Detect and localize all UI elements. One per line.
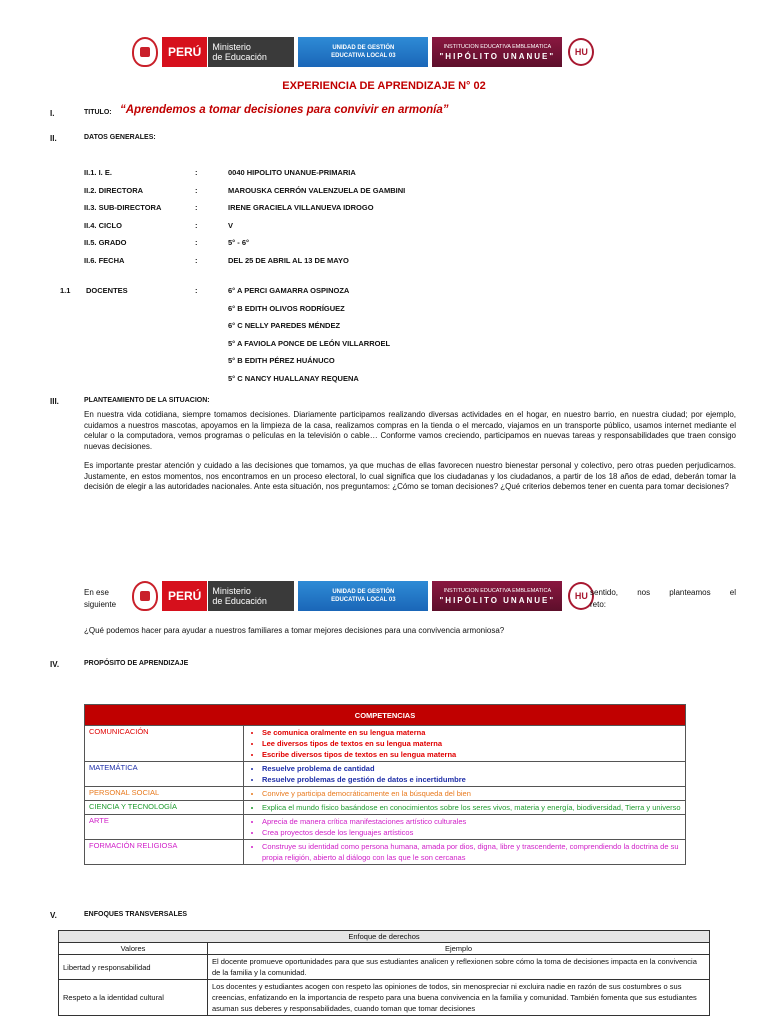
docente-item: 6° C NELLY PAREDES MÉNDEZ [228,321,341,330]
enfoque-row [59,980,710,1016]
competencia-items [244,801,686,815]
enfoque-valor: Libertad y responsabilidad [59,955,208,980]
ugel-label: UNIDAD DE GESTIÓN EDUCATIVA LOCAL 03 [298,37,428,67]
competencia-items [244,840,686,865]
enfoque-table [58,930,710,1016]
section-5-number: V. [50,911,57,920]
docentes-colon: : [195,286,198,295]
datos-key: II.3. SUB-DIRECTORA [84,203,162,212]
competencia-area: ARTE [85,815,244,840]
peru-label: PERÚ [162,37,207,67]
school-crest-icon: HU [568,38,594,66]
docente-item: 6° A PERCI GAMARRA OSPINOZA [228,286,350,295]
competencia-item: • Explica el mundo físico basándose en conocimientos sobre los seres vivos, materia y energía, biodiversidad, Tierra y universo [262,802,681,813]
ugel-label: UNIDAD DE GESTIÓN EDUCATIVA LOCAL 03 [298,581,428,611]
competencia-row [85,801,686,815]
page-title: EXPERIENCIA DE APRENDIZAJE N° 02 [282,80,486,92]
enfoque-ejemplo: Los docentes y estudiantes acogen con respeto las opiniones de todos, sin menospreciar ni excluira nadie en razón de sus costumbres o sus creencias, enfatizando en la importancia de respeto para una buena convivencia en la familia y comunidad. También fomenta que sus estudiantes asuman sus deberes y responsabilidades, cuando toman que tomar decisiones [208,980,710,1016]
docente-item: 5° B EDITH PÉREZ HUÁNUCO [228,356,335,365]
competencia-area: COMUNICACIÓN [85,726,244,762]
datos-value: DEL 25 DE ABRIL AL 13 DE MAYO [228,255,349,265]
competencia-row [85,762,686,787]
enfoque-row [59,955,710,980]
competencia-item: • Aprecia de manera crítica manifestaciones artístico culturales [262,816,681,827]
competencia-area: MATEMÁTICA [85,762,244,787]
section-3-number: III. [50,397,59,406]
section-5-label: ENFOQUES TRANSVERSALES [84,911,188,918]
docente-item: 5° C NANCY HUALLANAY REQUENA [228,373,359,383]
competencia-area: FORMACIÓN RELIGIOSA [85,840,244,865]
datos-colon: : [195,168,198,177]
enfoque-title: Enfoque de derechos [59,931,710,943]
institution-label: INSTITUCION EDUCATIVA EMBLEMATICA "HIPÓLITO UNANUE" [432,37,562,67]
competencia-items [244,815,686,840]
ministerio-label: Ministerio de Educación [208,581,294,611]
competencia-row [85,726,686,762]
competencia-items [244,787,686,801]
competencia-row [85,815,686,840]
datos-colon: : [195,185,198,195]
school-crest-icon: HU [568,582,594,610]
enfoque-ejemplo: El docente promueve oportunidades para que sus estudiantes analicen y reflexionen sobre cómo la toma de decisiones impacta en la convivencia de la familia y la comunidad. [208,955,710,980]
section-2-label: DATOS GENERALES: [84,134,156,141]
competencia-item: • Convive y participa democráticamente en la búsqueda del bien [262,788,681,799]
section-1-number: I. [50,109,55,118]
competencia-area: CIENCIA Y TECNOLOGÍA [85,801,244,815]
header-banner [132,32,594,72]
datos-key: II.2. DIRECTORA [84,185,144,195]
datos-key: II.6. FECHA [84,255,125,265]
wrap-text-right-1: sentido, nos planteamos el [590,588,736,597]
datos-value: 5° - 6° [228,238,250,247]
section-1-label: TITULO: [84,109,112,116]
ministerio-label: Ministerio de Educación [208,37,294,67]
competencia-row [85,787,686,801]
datos-value: 0040 HIPOLITO UNANUE-PRIMARIA [228,168,356,177]
competencia-item: • Construye su identidad como persona humana, amada por dios, digna, libre y trascendente, comprendiendo la doctrina de su propia religión, abierto al diálogo con las que le son cercanas [262,841,681,863]
competencias-header: COMPETENCIAS [85,705,686,726]
competencia-items [244,726,686,762]
datos-value: IRENE GRACIELA VILLANUEVA IDROGO [228,203,374,212]
enfoque-col-valores: Valores [59,943,208,955]
section-2-number: II. [50,134,57,143]
docente-item: 6° B EDITH OLIVOS RODRÍGUEZ [228,303,345,313]
datos-value: MAROUSKA CERRÓN VALENZUELA DE GAMBINI [228,185,406,195]
datos-key: II.5. GRADO [84,238,127,247]
docentes-number: 1.1 [60,286,71,295]
peru-shield-icon [132,581,158,611]
challenge-question: ¿Qué podemos hacer para ayudar a nuestros familiares a tomar mejores decisiones para una convivencia armoniosa? [84,626,505,635]
competencia-item: • Escribe diversos tipos de textos en su lengua materna [262,749,681,760]
wrap-text-left-1: En ese [84,588,109,597]
experience-title: “Aprendemos a tomar decisiones para convivir en armonía” [120,104,449,116]
competencia-item: • Lee diversos tipos de textos en su lengua materna [262,738,681,749]
section-4-number: IV. [50,660,60,669]
competencia-area: PERSONAL SOCIAL [85,787,244,801]
docente-item: 5° A FAVIOLA PONCE DE LEÓN VILLARROEL [228,338,391,348]
competencias-table [84,704,686,865]
datos-key: II.1. I. E. [84,168,112,177]
datos-value: V [228,220,234,230]
datos-colon: : [195,220,198,230]
situation-paragraph-2: Es importante prestar atención y cuidado a las decisiones que tomamos, ya que muchas de ellas favorecen nuestro bienestar personal y colectivo, pero otras pueden perjudicarnos. Justamente, en estos momentos, nos encontramos en un proceso electoral, lo cual significa que los ciudadanas y los ciudadanos, a partir de los 18 años de edad, deberán tomar la decisión de elegir a las autoridades nacionales. Ante esta situación, nos preguntamos: ¿Cómo se toman decisiones? ¿Qué criterios debemos tener en cuenta para tomar decisiones? [84,461,736,491]
peru-label: PERÚ [162,581,207,611]
datos-colon: : [195,255,198,265]
datos-key: II.4. CICLO [84,220,122,230]
competencia-item: • Se comunica oralmente en su lengua materna [262,727,681,738]
enfoque-valor: Respeto a la identidad cultural [59,980,208,1016]
competencia-item: • Resuelve problemas de gestión de datos e incertidumbre [262,774,681,785]
situation-paragraph-1: En nuestra vida cotidiana, siempre tomamos decisiones. Diariamente participamos realizando diversas actividades en el hogar, en nuestro barrio, en nuestra ciudad; por ejemplo, cuidamos a nuestros mascotas, apoyamos en la limpieza de la casa, realizamos compras en la tienda o el mercado, viajamos en un transporte público, usamos internet mediante el celular o la computadora, vemos programas o películas en la televisión o cable… Conforme vamos creciendo, participamos en nuevas tareas y responsabilidades que traen consigo nuevas decisiones. [84,410,736,451]
datos-colon: : [195,238,198,247]
competencia-item: • Resuelve problema de cantidad [262,763,681,774]
competencia-item: • Crea proyectos desde los lenguajes artísticos [262,827,681,838]
competencia-row [85,840,686,865]
docentes-label: DOCENTES [86,286,128,295]
section-4-label: PROPÓSITO DE APRENDIZAJE [84,660,189,667]
wrap-text-left-2: siguiente [84,600,117,609]
institution-label: INSTITUCION EDUCATIVA EMBLEMATICA "HIPÓLITO UNANUE" [432,581,562,611]
header-banner-repeat [132,576,594,616]
enfoque-col-ejemplo: Ejemplo [208,943,710,955]
section-3-label: PLANTEAMIENTO DE LA SITUACION: [84,397,210,404]
peru-shield-icon [132,37,158,67]
competencia-items [244,762,686,787]
datos-colon: : [195,203,198,212]
wrap-text-right-2: reto: [590,600,607,609]
